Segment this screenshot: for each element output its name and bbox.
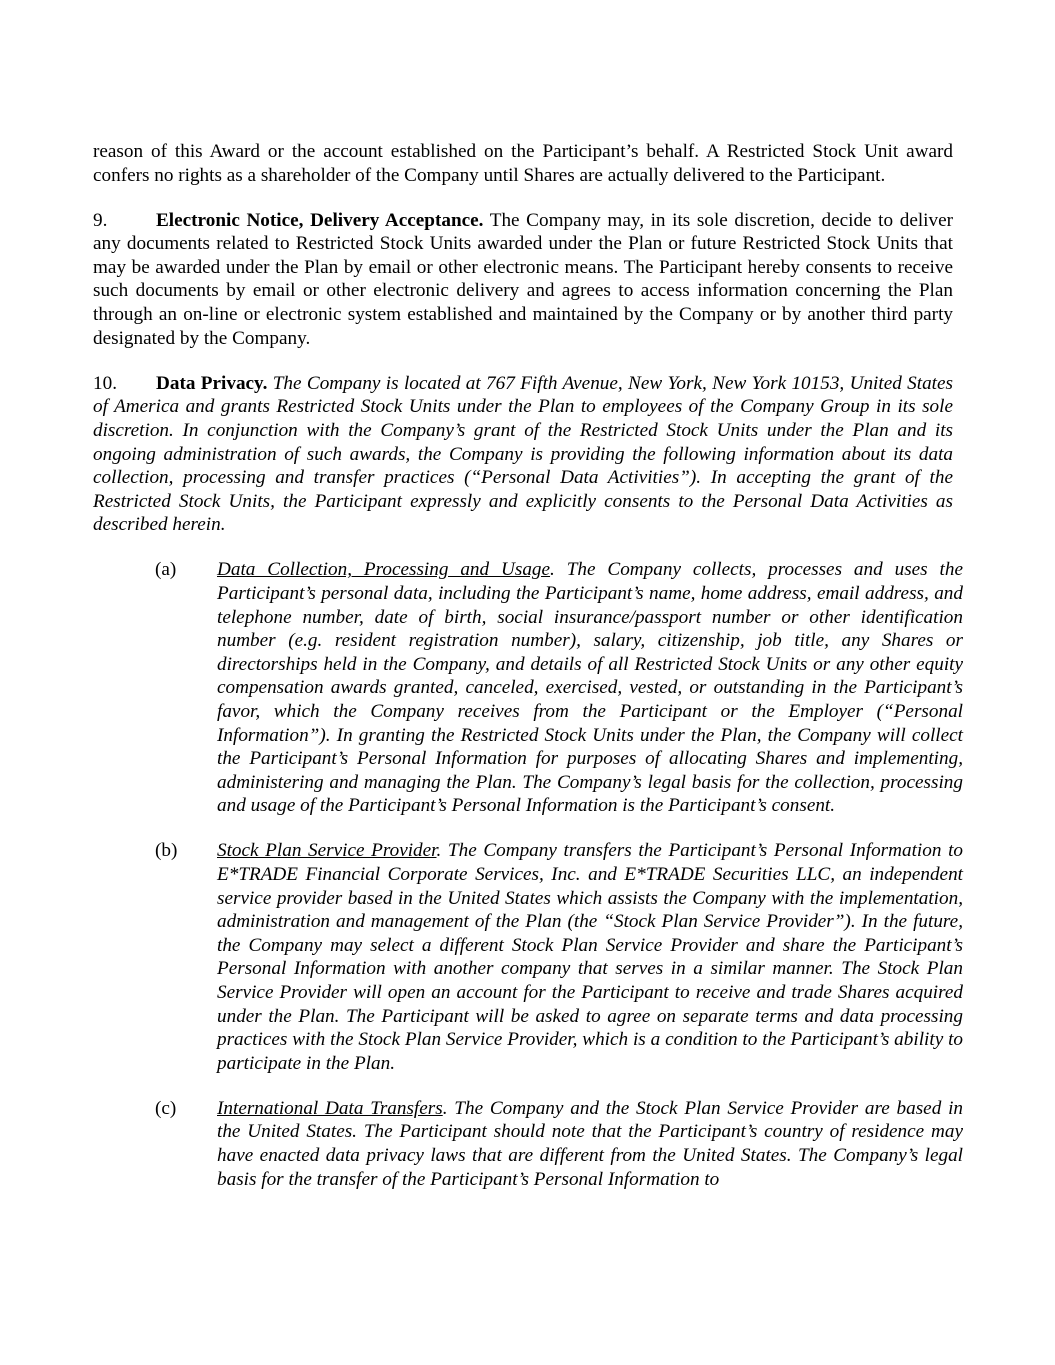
subsection-title: International Data Transfers [217,1097,443,1119]
section-10 [93,372,953,537]
section-9 [93,209,953,351]
subsection-title: Data Collection, Processing and Usage [217,559,551,581]
section-number: 10. [93,372,117,394]
subsection-label: (c) [155,1097,177,1119]
subsection-body: . The Company transfers the Participant’s Personal Information to E*TRADE Financial Corporate Services, Inc. and E*TRADE Securities LLC, an independent service provider based in the United States which assists the Company with the implementation, administration and management of the Plan (the “Stock Plan Service Provider”). In the future, the Company may select a different Stock Plan Service Provider and share the Participant’s Personal Information with another company that serves in a similar manner. The Stock Plan Service Provider will open an account for the Participant to receive and trade Shares acquired under the Plan. The Participant will be asked to agree on separate terms and data processing practices with the Stock Plan Service Provider, which is a condition to the Participant’s ability to participate in the Plan. [217,840,963,1074]
subsection-body: . The Company collects, processes and uses the Participant’s personal data, including the Participant’s name, home address, email address, and telephone number, date of birth, social insurance/passport number or other identification number (e.g. resident registration number), salary, citizenship, job title, any Shares or directorships held in the Company, and details of all Restricted Stock Units or any other equity compensation awards granted, canceled, exercised, vested, or outstanding in the Participant’s favor, which the Company receives from the Participant or the Employer (“Personal Information”). In granting the Restricted Stock Units under the Plan, the Company will collect the Participant’s Personal Information for purposes of allocating Shares and implementing, administering and managing the Plan. The Company’s legal basis for the collection, processing and usage of the Participant’s Personal Information is the Participant’s consent. [217,559,963,817]
subsection-b [155,839,963,1075]
subsection-a [155,558,963,818]
subsection-label: (b) [155,840,178,862]
section-heading: Data Privacy. [156,372,268,394]
section-body: The Company may, in its sole discretion, decide to deliver any documents related to Restricted Stock Units awarded under the Plan or future Restricted Stock Units that may be awarded under the Plan by email or other electronic means. The Participant hereby consents to receive such documents by email or other electronic delivery and agrees to access information concerning the Plan through an on-line or electronic system established and maintained by the Company or by another third party designated by the Company. [93,209,953,349]
subsection-body: . The Company and the Stock Plan Service Provider are based in the United States. The Participant should note that the Participant’s country of residence may have enacted data privacy laws that are different from the United States. The Company’s legal basis for the transfer of the Participant’s Personal Information to [217,1097,963,1190]
section-number: 9. [93,209,108,231]
subsection-c [155,1097,963,1191]
intro-paragraph: reason of this Award or the account established on the Participant’s behalf. A Restricted Stock Unit award confers no rights as a shareholder of the Company until Shares are actually delivered to the Participant. [93,141,953,186]
subsection-title: Stock Plan Service Provider [217,840,437,862]
subsection-label: (a) [155,559,177,581]
document-page [93,140,963,1213]
section-heading: Electronic Notice, Delivery Acceptance. [156,209,484,231]
section-body: The Company is located at 767 Fifth Avenue, New York, New York 10153, United States of America and grants Restricted Stock Units under the Plan to employees of the Company Group in its sole discretion. In conjunction with the Company’s grant of the Restricted Stock Units under the Plan and its ongoing administration of such awards, the Company is providing the following information about its data collection, processing and transfer practices (“Personal Data Activities”). In accepting the grant of the Restricted Stock Units, the Participant expressly and explicitly consents to the Personal Data Activities as described herein. [93,372,953,536]
